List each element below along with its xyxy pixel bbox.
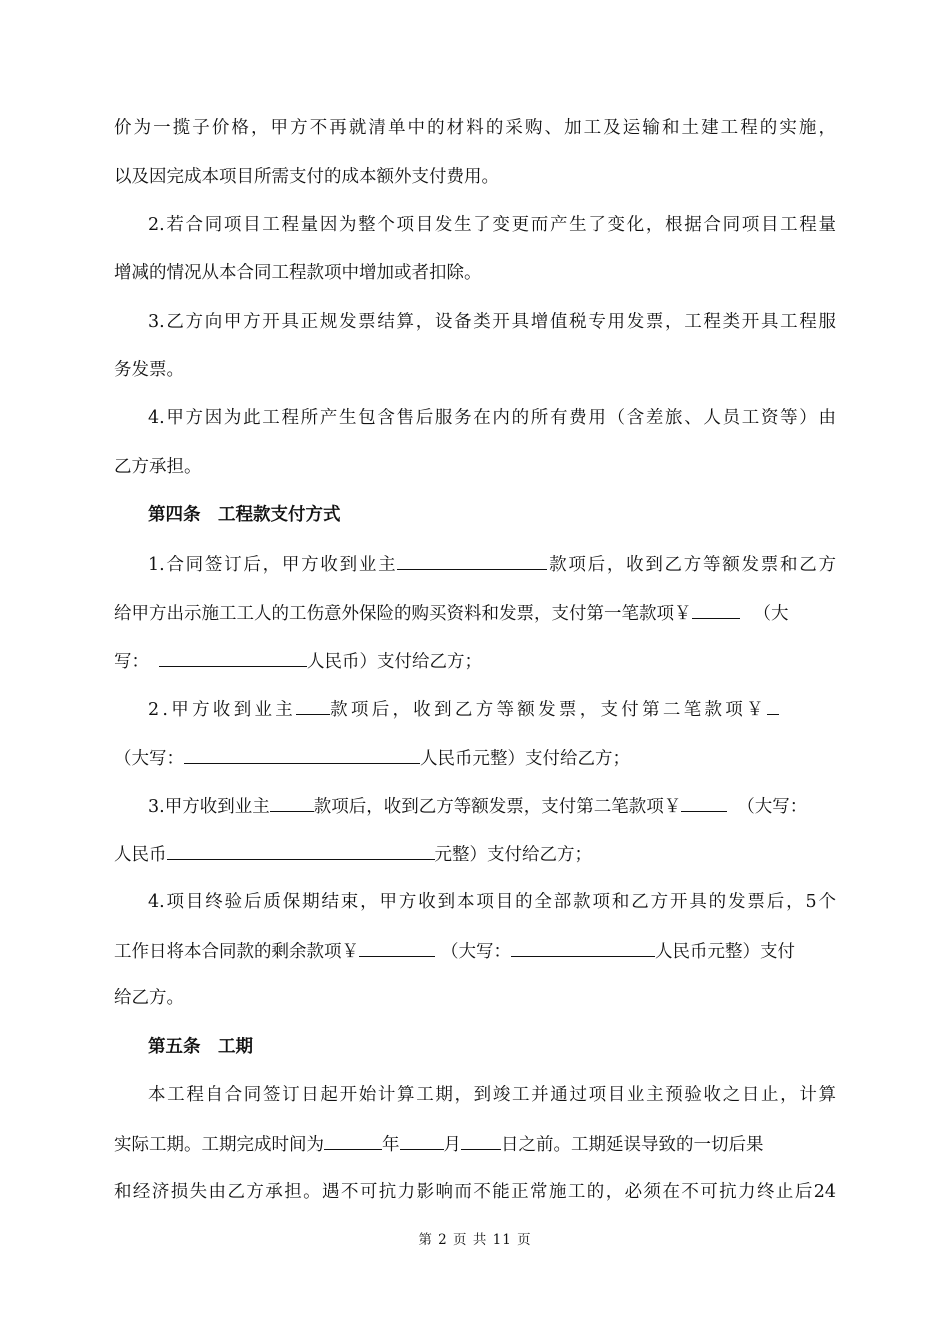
fill-in-blank[interactable] bbox=[397, 551, 547, 570]
section-heading-4: 第四条 工程款支付方式 bbox=[148, 505, 341, 525]
clause-3-line: 3.乙方向甲方开具正规发票结算，设备类开具增值税专用发票，工程类开具工程服 bbox=[148, 312, 836, 332]
payment-clause-4-line bbox=[114, 938, 836, 964]
fill-in-blank[interactable] bbox=[167, 841, 435, 860]
schedule-clause-line: 和经济损失由乙方承担。遇不可抗力影响而不能正常施工的，必须在不可抗力终止后24 bbox=[114, 1182, 836, 1202]
text-segment: 写： bbox=[114, 652, 149, 672]
text-segment: 1.合同签订后，甲方收到业主 bbox=[148, 555, 398, 575]
text-segment: 2.甲方收到业主 bbox=[148, 700, 297, 720]
page-footer: 第 2 页 共 11 页 bbox=[418, 1232, 532, 1248]
text-segment: 人民币 bbox=[114, 845, 167, 865]
text-segment: （大写： bbox=[114, 749, 184, 769]
fill-in-blank[interactable] bbox=[692, 600, 740, 619]
payment-clause-3-line bbox=[114, 841, 836, 867]
fill-in-blank[interactable] bbox=[184, 745, 420, 764]
fill-in-blank[interactable] bbox=[400, 1131, 444, 1150]
text-segment: 实际工期。工期完成时间为 bbox=[114, 1135, 324, 1155]
text-segment: 元整）支付给乙方； bbox=[434, 845, 592, 865]
schedule-clause-line bbox=[114, 1131, 836, 1157]
text-segment: 人民币）支付给乙方； bbox=[307, 652, 482, 672]
clause-2-line: 2.若合同项目工程量因为整个项目发生了变更而产生了变化，根据合同项目工程量 bbox=[148, 215, 836, 235]
fill-in-blank[interactable] bbox=[359, 938, 435, 957]
payment-clause-1-line bbox=[114, 600, 836, 626]
text-segment: （大 bbox=[753, 604, 789, 624]
payment-clause-1-line bbox=[148, 551, 836, 577]
schedule-clause-line: 本工程自合同签订日起开始计算工期，到竣工并通过项目业主预验收之日止，计算 bbox=[148, 1085, 836, 1105]
text-segment: 月 bbox=[443, 1135, 461, 1155]
clause-4-line: 4.甲方因为此工程所产生包含售后服务在内的所有费用（含差旅、人员工资等）由 bbox=[148, 408, 836, 428]
text-segment: （大写： bbox=[737, 797, 808, 817]
paragraph-line: 增减的情况从本合同工程款项中增加或者扣除。 bbox=[114, 263, 482, 283]
fill-in-blank[interactable] bbox=[296, 696, 330, 715]
text-segment: 年 bbox=[382, 1135, 400, 1155]
text-segment: 给甲方出示施工工人的工伤意外保险的购买资料和发票，支付第一笔款项￥ bbox=[114, 604, 692, 624]
payment-clause-1-line bbox=[114, 648, 836, 674]
section-heading-5: 第五条 工期 bbox=[148, 1037, 253, 1057]
payment-clause-2-line bbox=[114, 745, 836, 771]
fill-in-blank[interactable] bbox=[324, 1131, 382, 1150]
text-segment: （大写： bbox=[441, 942, 511, 962]
fill-in-blank[interactable] bbox=[159, 648, 307, 667]
text-segment: 3.甲方收到业主 bbox=[148, 797, 270, 817]
fill-in-blank[interactable] bbox=[511, 938, 655, 957]
paragraph-line: 价为一揽子价格，甲方不再就清单中的材料的采购、加工及运输和土建工程的实施， bbox=[114, 118, 836, 138]
fill-in-blank[interactable] bbox=[461, 1131, 501, 1150]
paragraph-line: 乙方承担。 bbox=[114, 457, 202, 477]
payment-clause-3-line bbox=[148, 793, 836, 819]
text-segment: 人民币元整）支付 bbox=[655, 942, 795, 962]
text-segment: 日之前。工期延误导致的一切后果 bbox=[501, 1135, 764, 1155]
text-segment: 人民币元整）支付给乙方； bbox=[420, 749, 630, 769]
fill-in-blank[interactable] bbox=[681, 793, 727, 812]
fill-in-blank[interactable] bbox=[270, 793, 314, 812]
paragraph-line: 务发票。 bbox=[114, 360, 184, 380]
payment-clause-4-line: 4.项目终验后质保期结束，甲方收到本项目的全部款项和乙方开具的发票后，5个 bbox=[148, 892, 836, 912]
text-segment: 款项后，收到乙方等额发票，支付第二笔款项￥ bbox=[330, 700, 767, 720]
text-segment: 款项后，收到乙方等额发票和乙方 bbox=[547, 555, 836, 575]
text-segment: 款项后，收到乙方等额发票，支付第二笔款项￥ bbox=[313, 797, 682, 817]
paragraph-line: 以及因完成本项目所需支付的成本额外支付费用。 bbox=[114, 167, 499, 187]
payment-clause-2-line bbox=[148, 696, 836, 722]
paragraph-line: 给乙方。 bbox=[114, 988, 184, 1008]
fill-in-blank[interactable] bbox=[767, 696, 779, 715]
text-segment: 工作日将本合同款的剩余款项￥ bbox=[114, 942, 359, 962]
